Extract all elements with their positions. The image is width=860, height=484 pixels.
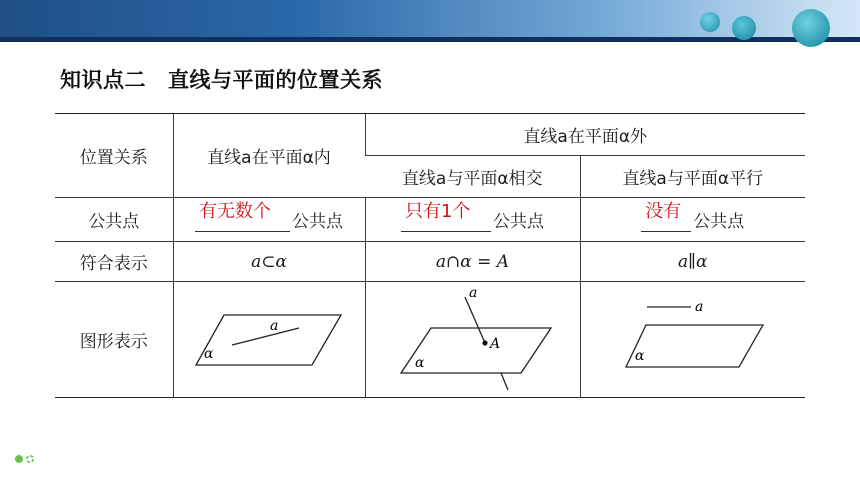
answer-text: 有无数个 (199, 201, 271, 222)
suffix-text: 公共点 (693, 212, 745, 232)
suffix-text: 公共点 (493, 212, 544, 232)
relation-table (55, 113, 805, 398)
table-row (55, 114, 805, 156)
header-banner (0, 0, 860, 42)
answer-text: 没有 (645, 201, 682, 222)
suffix-text: 公共点 (292, 212, 343, 232)
header-parallel: 直线a与平面α平行 (580, 156, 805, 198)
cell-common-intersect (365, 198, 580, 242)
section-title-prefix: 知识点二 (60, 68, 146, 92)
answer-text: 只有1个 (405, 201, 471, 222)
svg-text:α: α (634, 347, 645, 364)
section-title-text: 直线与平面的位置关系 (168, 68, 383, 92)
section-title (60, 64, 383, 94)
cell-common-parallel (580, 198, 805, 242)
line-in-plane-figure (194, 310, 344, 370)
decor-circle-small (700, 12, 720, 32)
figure-parallel-cell (580, 282, 805, 398)
symbol-in: a⊂α (173, 242, 365, 282)
cell-common-in (173, 198, 365, 242)
svg-text:α: α (414, 354, 424, 371)
symbol-intersect: a∩α = A (365, 242, 580, 282)
line-intersect-plane-figure (393, 285, 553, 395)
svg-text:α: α (204, 345, 214, 362)
row-label-common-points: 公共点 (55, 198, 173, 242)
svg-text:a: a (270, 317, 279, 334)
table-row (55, 282, 805, 398)
row-label-symbol: 符合表示 (55, 242, 173, 282)
figure-intersect-cell (365, 282, 580, 398)
header-intersect: 直线a与平面α相交 (365, 156, 580, 198)
header-line-outside-plane: 直线a在平面α外 (365, 114, 805, 156)
svg-text:a: a (694, 298, 704, 315)
decor-circle-large (792, 9, 830, 47)
table-row (55, 198, 805, 242)
line-parallel-plane-figure (613, 295, 773, 385)
header-relation: 位置关系 (55, 114, 173, 198)
symbol-parallel: a∥α (580, 242, 805, 282)
figure-in-cell (173, 282, 365, 398)
table-row (55, 242, 805, 282)
header-rule (0, 37, 860, 42)
svg-text:a: a (468, 284, 477, 301)
svg-text:A: A (489, 335, 500, 352)
decor-dots-icon (14, 452, 38, 466)
row-label-figure: 图形表示 (55, 282, 173, 398)
answer-blank (401, 201, 491, 232)
answer-blank (641, 201, 691, 232)
header-line-in-plane: 直线a在平面α内 (173, 114, 365, 198)
decor-circle-medium (732, 16, 756, 40)
answer-blank (195, 201, 290, 232)
